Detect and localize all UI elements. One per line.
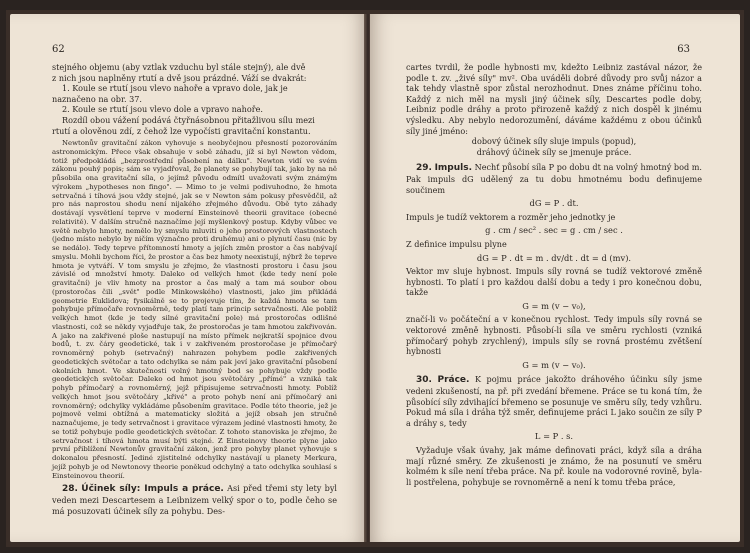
section-number: 30. xyxy=(416,375,432,386)
page-number: 62 xyxy=(52,44,65,55)
text-line: naznačeno na obr. 37. xyxy=(52,93,142,104)
formula: G = m (v − v₀). xyxy=(522,359,586,370)
text-line: 1. Koule se rtutí jsou vlevo nahoře a vpravo dole, jak je xyxy=(62,83,288,94)
definition-line: dobový účinek síly sluje impuls (popud), xyxy=(471,136,637,147)
text-line: z nich jsou naplněny rtutí a dvě jsou prázdné. Váží se dvakrát: xyxy=(52,72,307,83)
paragraph: Impuls je tudíž vektorem a rozměr jeho jednotky je xyxy=(406,211,616,222)
open-book xyxy=(6,10,744,547)
text-line: rtutí a olověnou zdí, z čehož lze vypočísti gravitační konstantu. xyxy=(52,125,311,136)
paragraph: Vyžaduje však úvahy, jak máme definovati práci, když síla a dráha mají různé směry. Ze zkušenosti je známo, že na posunutí ve směru kolmém k síle není třeba práce. Na př. koule na vodorovné rovině, byla-li postřelena, pohybuje se rovnoměrně a není k tomu třeba práce, xyxy=(406,445,702,487)
small-print-paragraph: Newtonův gravitační zákon vyhovuje s neobyčejnou přesností pozorováním astronomickým. Přece však obsahuje v sobě záhadu, jíž si byl Newton vědom, totiž předpokládá „bezprostřední působení na dálku". Newton vidí ve svém zákonu pouhý popis; sám se vyjadřoval, že planety se pohybují tak, jako by na ně působila ona gravitační síla, o jejímž původu odmítl uvažovati svým známým výrokem „hypotheses non fingo". — Mimo to je velmi podivuhodno, že hmota setrvačná i tíhová jsou vždy stejné, jak se v Newton sám pokusy přesvědčil, až pro nás naprostou shodu není nijakého zřejmého důvodu. Obě tyto záhady dostávají vysvětlení teprve v moderní Einsteinově theorii gravitace (obecné relativitě). V dalším stručně naznačíme její myšlenkový postup. Kdyby vůbec ve světě nebylo hmoty, nemělo by smyslu mluviti o jeho prostorových vlastnostech (jedno místo nebylo by ničím význačno proti druhému) ani o plynutí času (nic by se nedálo). Tedy teprve přítomností hmoty a jejích změn prostor a čas nabývají smyslu. Mohli bychom říci, že prostor a čas bez hmoty neexistují, nýbrž že teprve hmota je vytváří. V tom smyslu je zřejmo, že vlastnosti prostoru i času jsou závislé od množství hmoty. Daleko od velkých hmot (kde tedy není pole gravitační) je vliv hmoty na prostor a čas malý a tam má soubor obou (prostoročas čili „svět" podle Minkowského) vlastnosti, jako jim přikládá geometrie Euklidova; fysikálně se to projevuje tím, že každá hmota se tam pohybuje přímočaře rovnoměrně, tedy platí tam princip setrvačnosti. Ale poblíž velkých hmot (kde je tedy silné gravitační pole) má prostoročas odlišné vlastnosti, což se někdy vyjadřuje tak, že prostoročas je tam hmotou zakřivován. A jako na zakřivené ploše nastupují na místo přímek nejkratší spojnice dvou bodů, t. zv. čáry geodetické, tak i v zakřiveném prostoročase je přímočarý rovnoměrný pohyb (setrvačný) nahrazen pohybem podle zakřivených geodetických světočar a tato odchylka se nám pak jeví jako gravitační působení okolních hmot. Ve skutečnosti volný hmotný bod se pohybuje vždy podle geodetických světočar. Daleko od hmot jsou světočáry „přímé" a vzniká tak pohyb přímočarý a rovnoměrný, jejž připisujeme setrvačnosti hmoty. Poblíž velkých hmot jsou světočáry „křivé" a proto pohyb není ani přímočarý ani rovnoměrný; odchylky vykládáme působením gravitace. Podle této theorie, jež je pojmově velmi obtížná a matematicky složitá a jejíž obsah jen stručně naznačujeme, je tedy setrvačnost i gravitace výrazem jediné vlastnosti hmoty, že se totiž pohybuje podle geodetických světočar. Z tohoto stanoviska je zřejmo, že setrvačnost i tíhová hmota musí býti stejné. Z Einsteinovy theorie plyne jako první přiblížení Newtonův gravitační zákon, jenž pro pohyby planet vyhovuje s dokonalou přesností. Jediné zjistitelné odchylky nastávají u planety Merkura, jejíž pohyb je od Newtonovy theorie poněkud odchylný a tato odchylka souhlasí s Einsteinovou theorií. xyxy=(52,139,337,480)
paragraph: Z definice impulsu plyne xyxy=(406,238,507,249)
right-body xyxy=(406,62,702,487)
left-page xyxy=(10,14,366,542)
paragraph: značí-li v₀ počáteční a v konečnou rychlost. Tedy impuls síly rovná se vektorové změně hybnosti. Působí-li síla ve směru rychlosti (vzniká přímočarý pohyb zrychlený), impuls síly se rovná prostému zvětšení hybnosti xyxy=(406,314,702,357)
section-title: Účinek síly: Impuls a práce. xyxy=(81,484,224,495)
formula: G = m (v − v₀), xyxy=(522,300,586,311)
formula: g . cm / sec² . sec = g . cm / sec . xyxy=(485,225,623,236)
section-title: Práce. xyxy=(437,375,470,386)
text-line: stejného objemu (aby vztlak vzduchu byl stále stejný), ale dvě xyxy=(52,62,306,72)
right-page xyxy=(370,14,740,542)
formula: L = P . s. xyxy=(534,431,574,442)
paragraph: Vektor mv sluje hybnost. Impuls síly rovná se tudíž vektorové změně hybnosti. To platí i pro každou další dobu a tedy i pro konečnou dobu, takže xyxy=(406,266,702,298)
section-number: 28. xyxy=(62,484,78,495)
paragraph: cartes tvrdil, že podle hybnosti mv, kdežto Leibniz zastával názor, že podle t. zv. „živé síly" mv². Oba uváděli dobré důvody pro svůj názor a tak tehdy vlastně spor zůstal nerozhodnut. Dnes známe příčinu toho. Každý z nich měl na mysli jiný účinek síly, Descartes podle doby, Leibniz podle dráhy a proto přirozeně každý z nich dospěl k jinému výsledku. Aby nebylo nedorozumění, dáváme každému z obou účinků síly jiné jméno: xyxy=(406,62,702,136)
formula: dG = P . dt. xyxy=(529,198,579,209)
section-title: Impuls. xyxy=(434,163,472,174)
page-number: 63 xyxy=(677,44,690,55)
section-text: Nechť působí síla P po dobu dt na volný hmotný bod m. Pak impuls dG udělený za tu dobu hmotnému bodu definujeme součinem xyxy=(406,162,702,195)
section-text: K pojmu práce jakožto dráhového účinku síly jsme vedeni zkušeností, na př. při zvedání břemene. Práce se tu koná tím, že působící síly zdvihající břemeno se posunuje ve směru síly, tedy vzhůru. Pokud má síla i dráha týž směr, definujeme práci L jako součin ze síly P a dráhy s, tedy xyxy=(406,374,702,428)
text-line: 2. Koule se rtutí jsou vlevo dole a vpravo nahoře. xyxy=(62,104,263,115)
text-line: Rozdíl obou vážení podává čtyřnásobnou přitažlivou sílu mezi xyxy=(62,114,315,125)
definition-line: dráhový účinek síly se jmenuje práce. xyxy=(476,146,632,157)
section-number: 29. xyxy=(416,163,432,174)
section-text: Asi před třemi sty lety byl veden mezi Descartesem a Leibnizem velký spor o to, podle čeho se má posuzovati účinek síly za pohybu. Des- xyxy=(52,483,338,516)
left-body xyxy=(52,62,337,516)
formula: dG = P . dt = m . dv/dt . dt = d (mv). xyxy=(476,252,632,263)
